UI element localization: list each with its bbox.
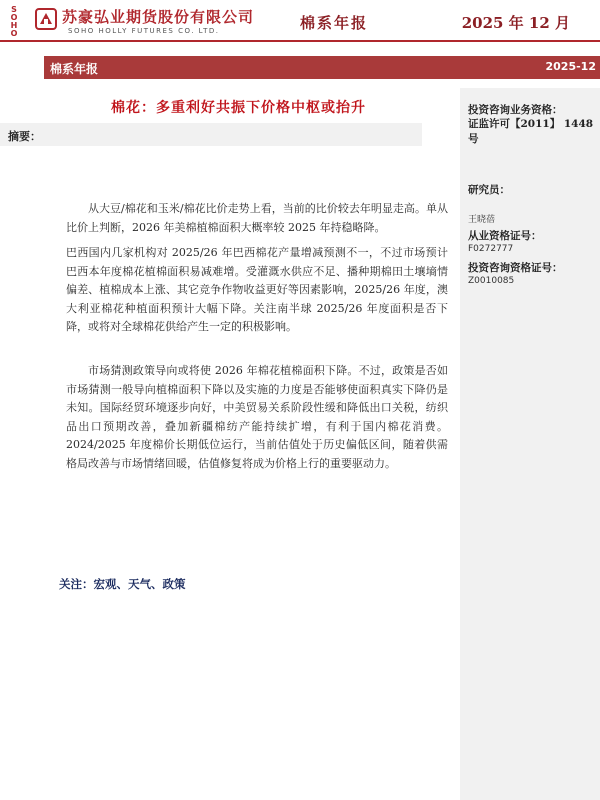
abstract-bar — [0, 123, 422, 146]
company-name: 苏豪弘业期货股份有限公司 — [62, 8, 255, 26]
section-banner — [44, 56, 600, 79]
body-paragraph: 巴西国内几家机构对 2025/26 年巴西棉花产量增减预测不一，不过市场预计巴西本年度棉花植棉面积易减难增。受灌溉水供应不足、播种期棉田土壤墒情偏差、植棉成本上涨、其它竞争作物收益更好等因素影响，2025/26 年度，澳大利亚棉花种植面积预计大幅下降。关注南半球 2025/26 年度面积是否下降，或将对全球棉花供给产生一定的积极影响。 — [66, 246, 448, 333]
report-date: 2025 年 12 月 — [461, 14, 570, 32]
logo-letter: H — [10, 21, 26, 30]
company-emblem-icon — [35, 8, 57, 30]
qualification-label: 投资咨询业务资格： — [468, 104, 563, 116]
company-name-en: SOHO HOLLY FUTURES CO. LTD. — [68, 27, 220, 35]
author-sidebar — [460, 88, 600, 800]
researcher-name: 王晓蓓 — [468, 215, 496, 225]
body-paragraph: 从大豆/棉花和玉米/棉花比价走势上看，当前的比价较去年明显走高。单从比价上判断，2026 年美棉植棉面积大概率较 2025 年持稳略降。 — [66, 202, 448, 234]
cert-label: 从业资格证号： — [468, 230, 542, 242]
page-header — [0, 0, 600, 44]
cert-value: F0272777 — [468, 244, 514, 254]
banner-label: 棉系年报 — [50, 62, 99, 76]
abstract-label: 摘要： — [8, 130, 41, 143]
logo-letter: O — [10, 29, 26, 38]
report-type: 棉系年报 — [300, 14, 369, 32]
header-divider — [0, 40, 600, 42]
advisory-label: 投资咨询资格证号： — [468, 262, 563, 274]
report-title: 棉花：多重利好共振下价格中枢或抬升 — [111, 100, 366, 116]
logo-letter: O — [10, 13, 26, 22]
soho-logo — [4, 6, 32, 38]
researcher-label: 研究员： — [468, 184, 510, 196]
focus-points: 关注：宏观、天气、政策 — [59, 577, 186, 591]
logo-letter: S — [11, 5, 25, 14]
qualification-value: 证监许可【2011】 1448 号 — [468, 118, 594, 145]
advisory-value: Z0010085 — [468, 276, 515, 286]
banner-date: 2025-12 — [545, 60, 596, 73]
body-paragraph: 市场猜测政策导向或将使 2026 年棉花植棉面积下降。不过，政策是否如市场猜测一般导向植棉面积下降以及实施的力度是否能够使面积真实下降仍是未知。国际经贸环境逐步向好，中美贸易关系阶段性缓和降低出口关税，纺织品出口预期改善，叠加新疆棉纺产能持续扩增，有利于国内棉花消费。2024/2025 年度棉价长期低位运行，当前估值处于历史偏低区间，随着供需格局改善与市场情绪回暖，估值修复将成为价格上行的重要驱动力。 — [66, 364, 448, 470]
